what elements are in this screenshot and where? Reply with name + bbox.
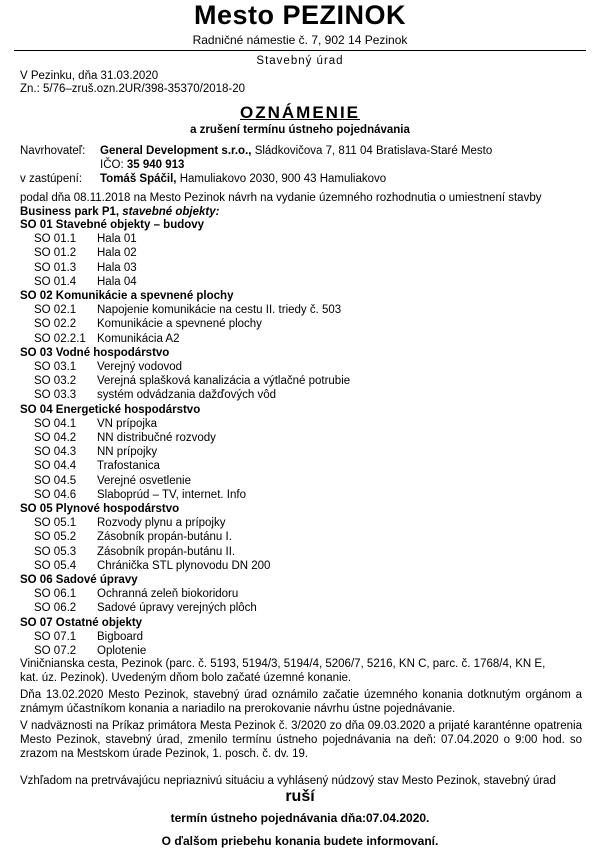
- item-name: Rozvody plynu a prípojky: [97, 517, 226, 530]
- item-name: Komunikácia A2: [97, 332, 180, 345]
- item-code: SO 03.1: [34, 361, 77, 373]
- section-item: [34, 233, 137, 245]
- city-title: Mesto PEZINOK: [193, 0, 407, 30]
- item-name: Hala 02: [97, 247, 137, 260]
- section-item: [34, 588, 238, 600]
- item-name: Komunikácie a spevnené plochy: [97, 318, 262, 331]
- item-name: Trafostanica: [97, 460, 160, 473]
- further-info-note: O ďalšom priebehu konania budete informovaní.: [161, 834, 439, 848]
- reference-number: Zn.: 5/76–zruš.ozn.2UR/398-35370/2018-20: [20, 83, 246, 95]
- item-code: SO 06.2: [34, 602, 77, 615]
- item-name: NN prípojky: [97, 446, 158, 459]
- section-item: [34, 602, 257, 614]
- representative-label: v zastúpení:: [20, 173, 83, 185]
- item-name: Hala 03: [97, 261, 137, 274]
- item-code: SO 01.2: [34, 247, 77, 260]
- item-name: Hala 01: [97, 233, 137, 246]
- section-heading: SO 01 Stavebné objekty – budovy: [20, 219, 205, 231]
- item-code: SO 01.1: [34, 233, 77, 246]
- section-item: [34, 375, 350, 387]
- paragraph-emergency: Vzhľadom na pretrvávajúcu nepriaznivú situáciu a vyhlásený núdzový stav Mesto Pezinok, stavebný úrad: [20, 775, 556, 787]
- item-name: Bigboard: [97, 630, 144, 643]
- item-code: SO 02.2.1: [34, 332, 86, 345]
- location-line-1: Viničnianska cesta, Pezinok (parc. č. 5193, 5194/3, 5194/4, 5206/7, 5216, KN C, parc. č. 1768/4, KN E,: [20, 658, 546, 670]
- section-item: [34, 432, 216, 444]
- section-item: [34, 546, 235, 558]
- section-item: [34, 489, 246, 501]
- cancelled-term: termín ústneho pojednávania dňa:07.04.2020.: [170, 811, 430, 825]
- section-item: [34, 446, 157, 458]
- item-name: Zásobník propán-butánu II.: [97, 545, 236, 558]
- section-item: [34, 361, 182, 373]
- section-item: [34, 631, 143, 643]
- section-heading: SO 05 Plynové hospodárstvo: [20, 503, 180, 515]
- item-name: Zásobník propán-butánu I.: [97, 531, 232, 544]
- notice-title: OZNÁMENIE: [240, 103, 360, 122]
- item-code: SO 06.1: [34, 588, 77, 601]
- representative-row: [20, 173, 590, 185]
- item-code: SO 05.1: [34, 517, 77, 530]
- project-name: Business park P1, stavebné objekty:: [20, 206, 220, 218]
- item-code: SO 07.2: [34, 645, 77, 657]
- header-divider: [14, 50, 586, 51]
- section-item: [34, 531, 232, 543]
- item-code: SO 04.1: [34, 417, 77, 430]
- section-item: [34, 475, 191, 487]
- ico-label: IČO:: [100, 159, 124, 171]
- section-item: [34, 276, 137, 288]
- section-item: [34, 560, 270, 572]
- section-item: [34, 333, 179, 345]
- item-code: SO 07.1: [34, 630, 77, 643]
- ico-value: 35 940 913: [126, 159, 185, 171]
- place-date: V Pezinku, dňa 31.03.2020: [20, 70, 159, 82]
- section-heading: SO 02 Komunikácie a spevnené plochy: [20, 290, 234, 302]
- item-code: SO 04.5: [34, 474, 77, 487]
- item-name: NN distribučné rozvody: [97, 432, 216, 444]
- item-code: SO 02.1: [34, 304, 77, 317]
- applicant-ico-row: [20, 159, 590, 171]
- paragraph-start-of-proceedings: Dňa 13.02.2020 Mesto Pezinok, stavebný úrad oznámilo začatie územného konania dotknutým orgánom a známym účastníkom konania a nariadilo na prerokovanie návrhu ústne pojednávanie.: [20, 689, 582, 715]
- item-name: Slaboprúd – TV, internet. Info: [97, 488, 246, 501]
- item-code: SO 04.2: [34, 432, 77, 444]
- item-code: SO 04.4: [34, 460, 77, 473]
- item-name: VN prípojka: [97, 417, 158, 430]
- representative-name: Tomáš Spáčil,: [100, 173, 177, 185]
- item-code: SO 01.3: [34, 261, 77, 274]
- section-item: [34, 460, 160, 472]
- item-name: Verejná splašková kanalizácia a výtlačné potrubie: [97, 375, 351, 388]
- item-code: SO 04.3: [34, 446, 77, 459]
- paragraph-date-change: V nadväznosti na Príkaz primátora Mesta Pezinok č. 3/2020 zo dňa 09.03.2020 a prijaté karanténne opatrenia Mesto Pezinok, stavebný úrad, zmenilo termínu ústneho pojednávania na deň: 07.04.2020 o 9:00 hod. so zrazom na Mestskom úrade Pezinok, 1. posch. č. dv. 19.: [20, 720, 582, 760]
- item-name: Sadové úpravy verejných plôch: [97, 602, 257, 615]
- section-item: [34, 304, 341, 316]
- section-item: [34, 517, 225, 529]
- notice-subtitle: a zrušení termínu ústneho pojednávania: [190, 124, 410, 136]
- item-code: SO 03.2: [34, 375, 77, 388]
- applicant-address: Sládkovičova 7, 811 04 Bratislava-Staré Mesto: [254, 145, 493, 157]
- section-heading: SO 04 Energetické hospodárstvo: [20, 403, 201, 416]
- item-name: systém odvádzania dažďových vôd: [97, 389, 277, 402]
- item-code: SO 02.2: [34, 318, 77, 331]
- section-heading: SO 07 Ostatné objekty: [20, 616, 143, 629]
- item-name: Napojenie komunikácie na cestu II. triedy č. 503: [97, 304, 342, 317]
- item-code: SO 05.4: [34, 559, 77, 572]
- applicant-name: General Development s.r.o.,: [100, 145, 252, 157]
- applicant-label: Navrhovateľ:: [20, 145, 86, 157]
- section-item: [34, 247, 137, 259]
- office-name: Stavebný úrad: [256, 55, 344, 67]
- representative-address: Hamuliakovo 2030, 900 43 Hamuliakovo: [179, 173, 387, 185]
- section-heading: SO 03 Vodné hospodárstvo: [20, 346, 170, 359]
- section-heading: SO 06 Sadové úpravy: [20, 574, 138, 586]
- item-code: SO 04.6: [34, 488, 77, 501]
- section-item: [34, 645, 146, 657]
- section-item: [34, 389, 276, 401]
- item-code: SO 05.3: [34, 545, 77, 558]
- item-name: Hala 04: [97, 275, 137, 288]
- item-name: Oplotenie: [97, 645, 147, 657]
- section-item: [34, 318, 262, 330]
- section-item: [34, 418, 157, 430]
- applicant-row: [20, 145, 590, 157]
- item-name: Verejné osvetlenie: [97, 474, 191, 487]
- item-code: SO 05.2: [34, 531, 77, 544]
- item-code: SO 03.3: [34, 389, 77, 402]
- decision-word: ruší: [285, 788, 315, 805]
- item-name: Ochranná zeleň biokoridoru: [97, 588, 239, 601]
- city-address: Radničné námestie č. 7, 902 14 Pezinok: [192, 33, 408, 47]
- location-line-2: kat. úz. Pezinok). Uvedeným dňom bolo začaté územné konanie.: [20, 672, 352, 684]
- item-code: SO 01.4: [34, 275, 77, 288]
- section-item: [34, 262, 137, 274]
- item-name: Chránička STL plynovodu DN 200: [97, 559, 271, 572]
- item-name: Verejný vodovod: [97, 361, 183, 373]
- intro-text: podal dňa 08.11.2018 na Mesto Pezinok návrh na vydanie územného rozhodnutia o umiestnení stavby: [20, 192, 542, 204]
